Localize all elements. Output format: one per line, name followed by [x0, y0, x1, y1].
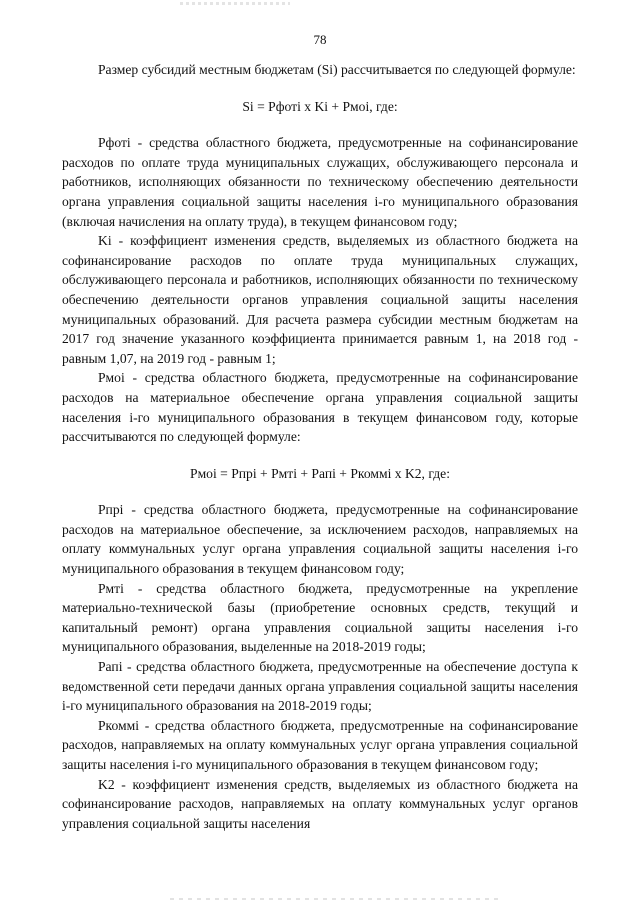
paragraph-intro: Размер субсидий местным бюджетам (Si) рассчитывается по следующей формуле: — [98, 62, 576, 77]
paragraph-pmo: Pмоi - средства областного бюджета, предусмотренные на софинансирование расходов на материальное обеспечение органа управления социальной защиты населения i-го муниципального образования в текущем финансовом году, которые рассчитываются по следующей формуле: — [62, 370, 578, 445]
paragraph-pap: Pапi - средства областного бюджета, предусмотренные на обеспечение доступа к ведомственной сети передачи данных органа управления социальной защиты населения i-го муниципального образования на 2018-2019 годы; — [62, 659, 578, 714]
paragraph-k2: K2 - коэффициент изменения средств, выделяемых из областного бюджета на софинансирование расходов, направляемых на оплату коммунальных услуг органов управления социальной защиты населения — [62, 776, 578, 831]
formula-pmo: Pмоi = Pпрi + Pмтi + Pапi + Pкоммi x K2, где: — [190, 465, 450, 481]
document-body — [62, 60, 578, 833]
scan-artifact — [180, 2, 290, 5]
paragraph-ki: Ki - коэффициент изменения средств, выделяемых из областного бюджета на софинансирование расходов по оплате труда муниципальных служащих, обслуживающего персонала и работников, исполняющих обязанности по техническому обеспечению деятельности органов управления социальной защиты населения муниципальных образований. Для расчета размера субсидии местным бюджетам на 2017 год значение указанного коэффициента принимается равным 1, на 2018 год - равным 1,07, на 2019 год - равным 1; — [62, 233, 578, 366]
paragraph-ppr: Pпрi - средства областного бюджета, предусмотренные на софинансирование расходов на материальное обеспечение, за исключением расходов, направляемых на оплату коммунальных услуг органа управления социальной защиты населения i-го муниципального образования в текущем финансовом году; — [62, 502, 578, 577]
scan-artifact — [170, 898, 500, 900]
formula-si: Si = Pфотi x Ki + Pмоi, где: — [242, 98, 398, 114]
paragraph-pkomm: Pкоммi - средства областного бюджета, предусмотренные на софинансирование расходов, направляемых на оплату коммунальных услуг органа управления социальной защиты населения i-го муниципального образования в текущем финансовом году; — [62, 717, 578, 772]
paragraph-pmt: Pмтi - средства областного бюджета, предусмотренные на укрепление материально-технической базы (приобретение основных средств, текущий и капитальный ремонт) органа управления социальной защиты населения i-го муниципального образования, выделенные на 2018-2019 годы; — [62, 580, 578, 655]
paragraph-pfot: Pфотi - средства областного бюджета, предусмотренные на софинансирование расходов по оплате труда муниципальных служащих, обслуживающего персонала и работников, исполняющих обязанности по техническому обеспечению деятельности органа управления социальной защиты населения i-го муниципального образования (включая начисления на оплату труда), в текущем финансовом году; — [62, 135, 578, 229]
page-number: 78 — [313, 32, 327, 47]
